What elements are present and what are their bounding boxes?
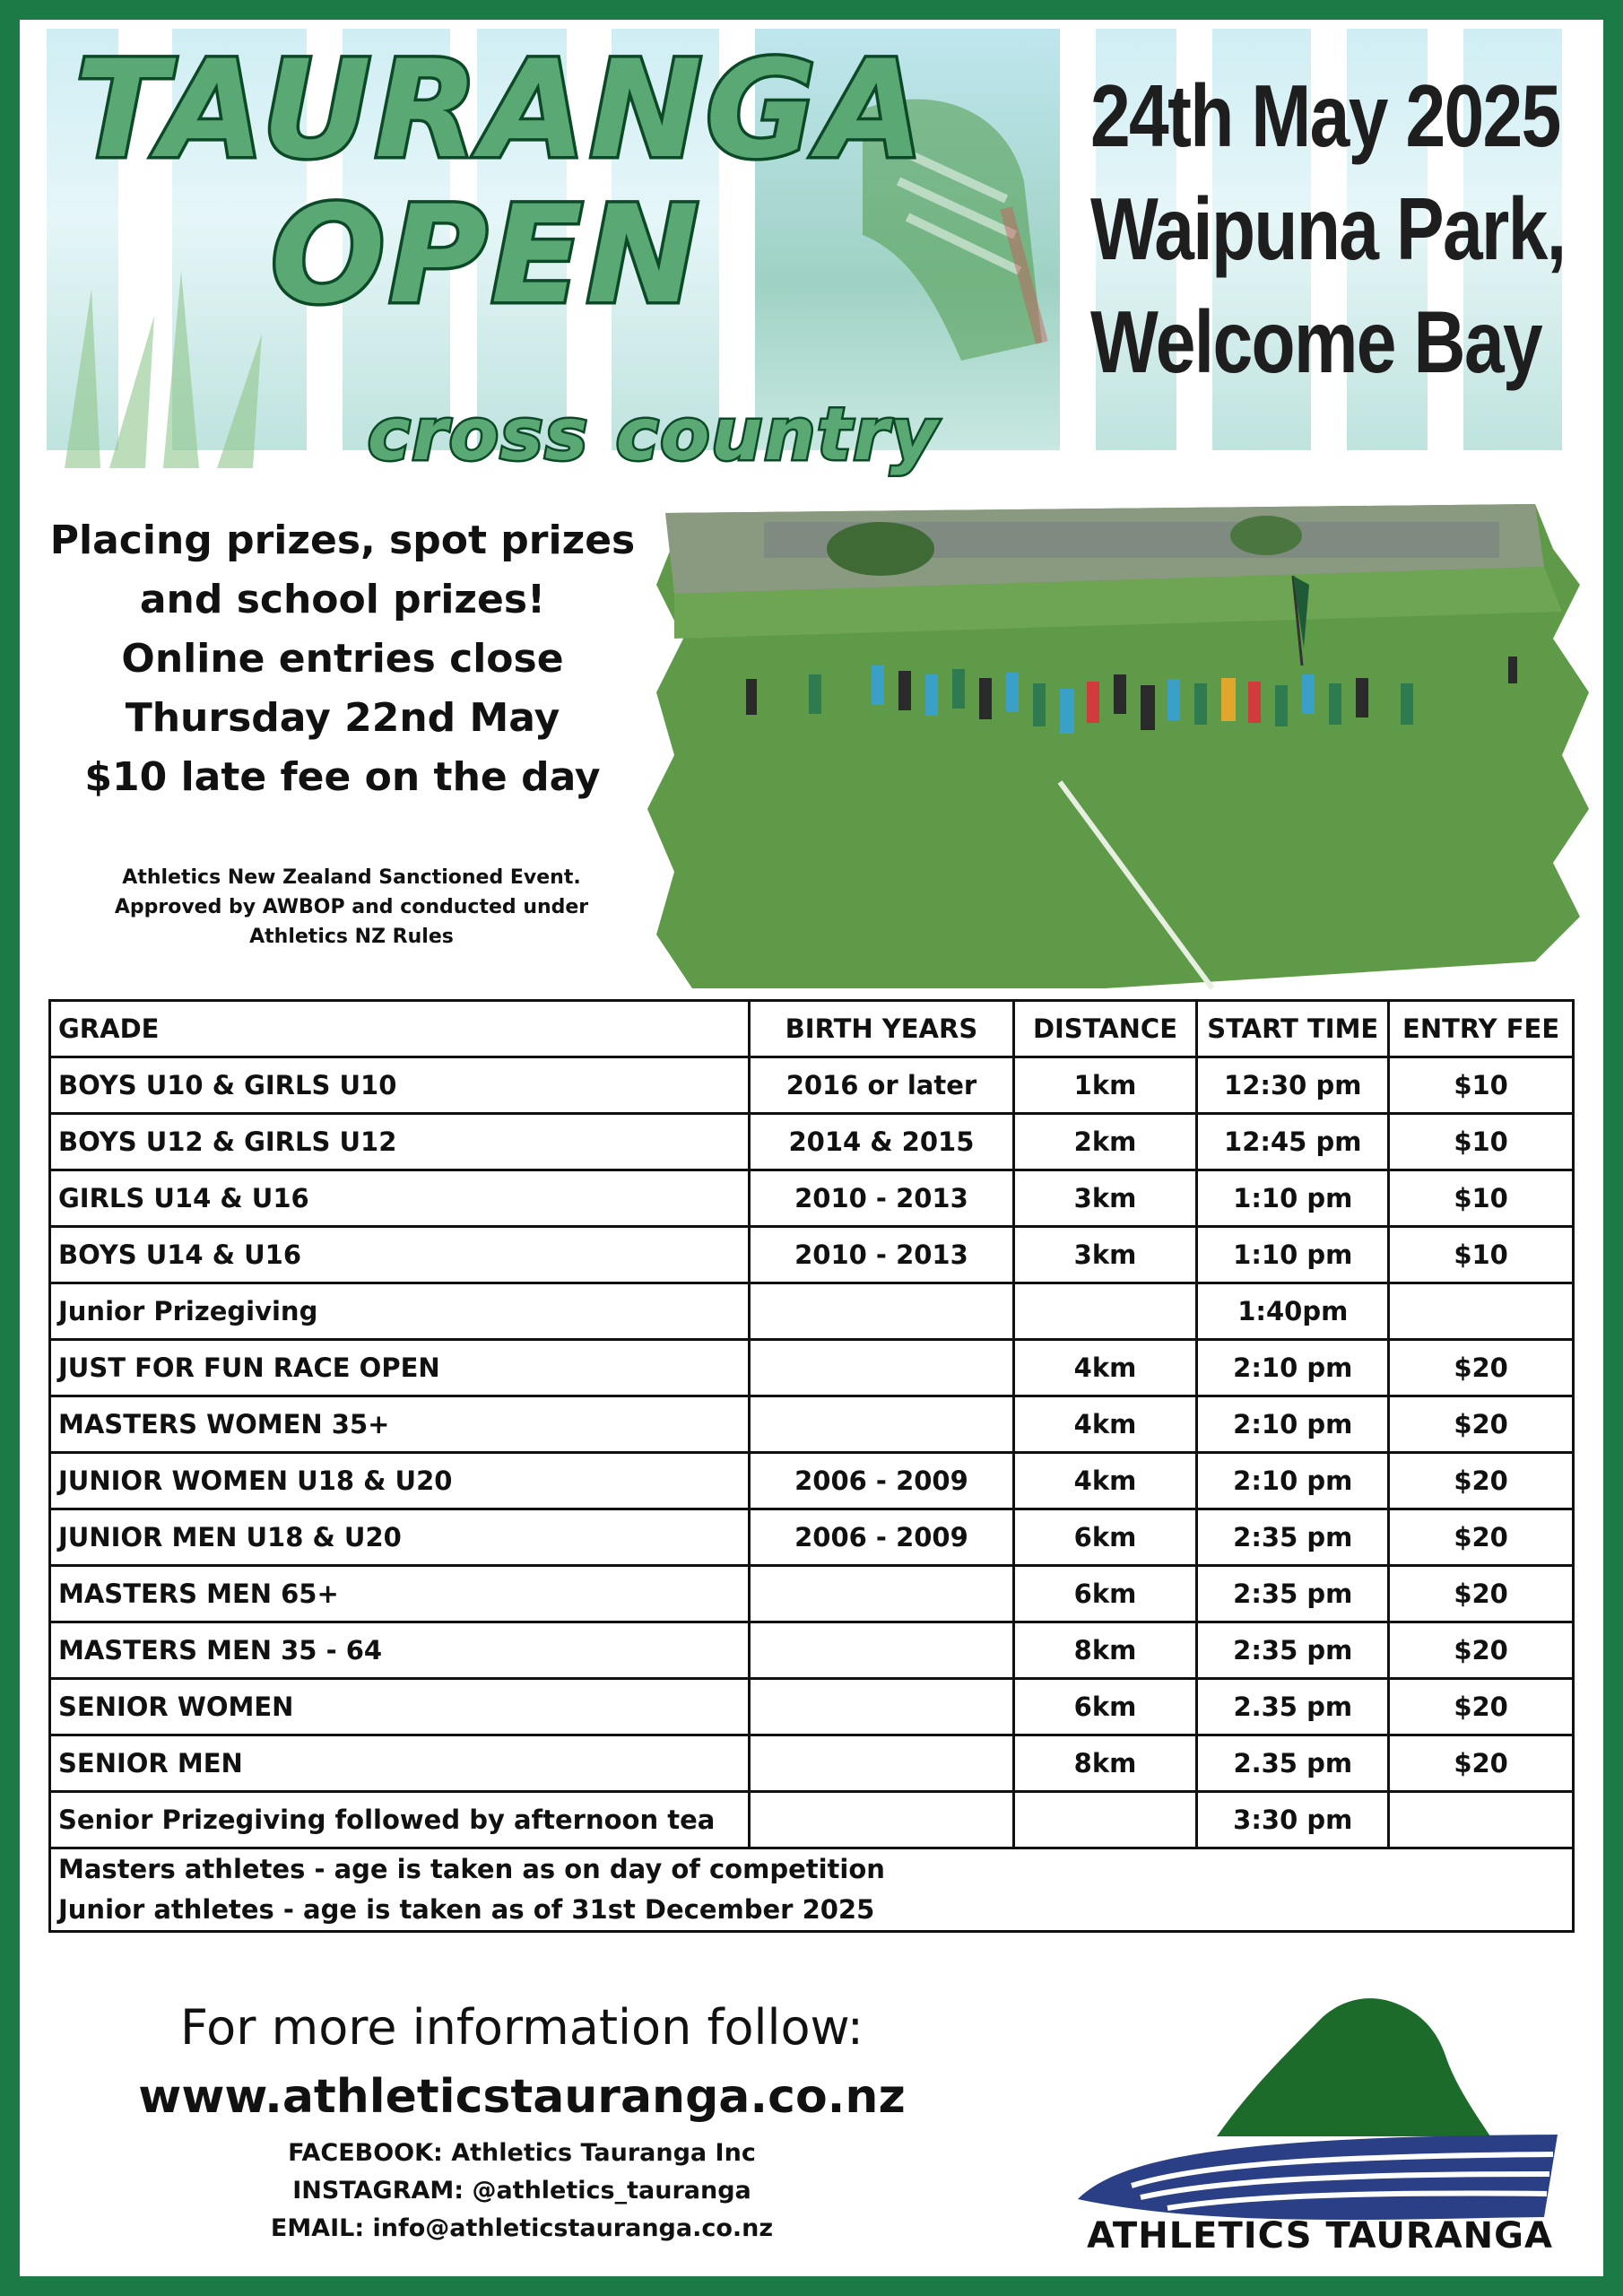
cell-entry-fee: $20 [1389, 1340, 1574, 1396]
sanction-line: Athletics New Zealand Sanctioned Event. [122, 866, 581, 889]
race-schedule-table [48, 999, 1575, 1933]
cell-entry-fee: $20 [1389, 1509, 1574, 1566]
cell-start-time: 2:10 pm [1197, 1453, 1389, 1509]
cell-birth-years [750, 1792, 1013, 1848]
cell-birth-years [750, 1340, 1013, 1396]
info-line: and school prizes! [139, 577, 546, 622]
header-entry-fee: ENTRY FEE [1389, 1001, 1574, 1057]
cell-entry-fee [1389, 1283, 1574, 1340]
cell-start-time: 2:10 pm [1197, 1340, 1389, 1396]
cell-birth-years [750, 1622, 1013, 1679]
header-banner [20, 20, 1603, 486]
cell-birth-years: 2014 & 2015 [750, 1114, 1013, 1170]
cell-birth-years [750, 1679, 1013, 1735]
facebook-info: FACEBOOK: Athletics Tauranga Inc [288, 2139, 756, 2167]
table-row [50, 1792, 1574, 1848]
table-header-row [50, 1001, 1574, 1057]
cell-start-time: 3:30 pm [1197, 1792, 1389, 1848]
cell-grade: JUST FOR FUN RACE OPEN [50, 1340, 750, 1396]
cell-distance [1013, 1283, 1197, 1340]
cell-entry-fee: $20 [1389, 1622, 1574, 1679]
cell-grade: SENIOR WOMEN [50, 1679, 750, 1735]
cell-entry-fee: $10 [1389, 1170, 1574, 1227]
note-masters: Masters athletes - age is taken as on day of competition [58, 1854, 885, 1884]
cell-distance: 4km [1013, 1396, 1197, 1453]
cell-distance [1013, 1792, 1197, 1848]
cell-birth-years [750, 1735, 1013, 1792]
cell-start-time: 2.35 pm [1197, 1679, 1389, 1735]
cell-distance: 8km [1013, 1622, 1197, 1679]
cell-start-time: 12:30 pm [1197, 1057, 1389, 1114]
cell-birth-years: 2016 or later [750, 1057, 1013, 1114]
cell-birth-years: 2006 - 2009 [750, 1509, 1013, 1566]
header-distance: DISTANCE [1013, 1001, 1197, 1057]
cell-grade: Junior Prizegiving [50, 1283, 750, 1340]
table-row [50, 1057, 1574, 1114]
cell-start-time: 1:10 pm [1197, 1227, 1389, 1283]
logo-text: ATHLETICS TAURANGA [1087, 2215, 1553, 2257]
cell-distance: 6km [1013, 1679, 1197, 1735]
cell-birth-years [750, 1283, 1013, 1340]
cell-distance: 3km [1013, 1170, 1197, 1227]
cell-start-time: 12:45 pm [1197, 1114, 1389, 1170]
table-row [50, 1283, 1574, 1340]
cell-distance: 6km [1013, 1566, 1197, 1622]
header-birth-years: BIRTH YEARS [750, 1001, 1013, 1057]
table-row [50, 1622, 1574, 1679]
cell-start-time: 2:35 pm [1197, 1509, 1389, 1566]
info-line: $10 late fee on the day [84, 754, 601, 800]
header-start-time: START TIME [1197, 1001, 1389, 1057]
cell-grade: MASTERS MEN 65+ [50, 1566, 750, 1622]
cell-start-time: 1:10 pm [1197, 1170, 1389, 1227]
cell-entry-fee: $10 [1389, 1227, 1574, 1283]
cell-grade: BOYS U10 & GIRLS U10 [50, 1057, 750, 1114]
cell-start-time: 2:10 pm [1197, 1396, 1389, 1453]
cell-start-time: 2.35 pm [1197, 1735, 1389, 1792]
info-line: Placing prizes, spot prizes [49, 517, 636, 563]
note-juniors: Junior athletes - age is taken as of 31st December 2025 [58, 1894, 875, 1925]
table-row [50, 1509, 1574, 1566]
table-row [50, 1227, 1574, 1283]
sanction-line: Approved by AWBOP and conducted under [114, 896, 589, 918]
cell-distance: 8km [1013, 1735, 1197, 1792]
follow-heading: For more information follow: [180, 1999, 864, 2056]
table-row [50, 1396, 1574, 1453]
cell-grade: BOYS U14 & U16 [50, 1227, 750, 1283]
table-row [50, 1170, 1574, 1227]
header-grade: GRADE [50, 1001, 750, 1057]
table-row [50, 1453, 1574, 1509]
cell-birth-years: 2006 - 2009 [750, 1453, 1013, 1509]
contact-footer [74, 1996, 970, 2248]
table-notes-row [50, 1848, 1574, 1932]
cell-birth-years: 2010 - 2013 [750, 1170, 1013, 1227]
event-title-line1: TAURANGA [75, 32, 928, 188]
cell-entry-fee: $10 [1389, 1114, 1574, 1170]
cell-distance: 3km [1013, 1227, 1197, 1283]
cell-grade: MASTERS MEN 35 - 64 [50, 1622, 750, 1679]
cell-grade: SENIOR MEN [50, 1735, 750, 1792]
website-link[interactable]: www.athleticstauranga.co.nz [138, 2070, 906, 2124]
cell-distance: 1km [1013, 1057, 1197, 1114]
table-row [50, 1679, 1574, 1735]
cell-distance: 4km [1013, 1340, 1197, 1396]
cell-grade: JUNIOR WOMEN U18 & U20 [50, 1453, 750, 1509]
cell-entry-fee: $10 [1389, 1057, 1574, 1114]
cell-grade: GIRLS U14 & U16 [50, 1170, 750, 1227]
venue-line1: Waipuna Park, [1090, 179, 1566, 278]
cell-entry-fee: $20 [1389, 1453, 1574, 1509]
cell-start-time: 1:40pm [1197, 1283, 1389, 1340]
table-row [50, 1114, 1574, 1170]
cell-birth-years [750, 1396, 1013, 1453]
cell-distance: 2km [1013, 1114, 1197, 1170]
date-venue-block [1042, 59, 1580, 398]
event-subtitle: cross country [368, 393, 940, 476]
venue-line2: Welcome Bay [1090, 292, 1542, 391]
cell-distance: 4km [1013, 1453, 1197, 1509]
instagram-info: INSTAGRAM: @athletics_tauranga [292, 2177, 751, 2205]
cell-entry-fee: $20 [1389, 1735, 1574, 1792]
poster [20, 20, 1603, 2276]
event-title-line2: OPEN [271, 178, 703, 334]
prize-info [38, 511, 647, 807]
table-row [50, 1566, 1574, 1622]
age-notes [50, 1848, 1574, 1932]
cell-entry-fee [1389, 1792, 1574, 1848]
cell-grade: BOYS U12 & GIRLS U12 [50, 1114, 750, 1170]
race-photo [638, 486, 1598, 1006]
cell-distance: 6km [1013, 1509, 1197, 1566]
cell-entry-fee: $20 [1389, 1679, 1574, 1735]
info-line: Online entries close [121, 636, 564, 682]
cell-start-time: 2:35 pm [1197, 1566, 1389, 1622]
cell-birth-years: 2010 - 2013 [750, 1227, 1013, 1283]
event-date: 24th May 2025 [1090, 66, 1560, 165]
cell-birth-years [750, 1566, 1013, 1622]
sanction-line: Athletics NZ Rules [249, 926, 454, 948]
cell-entry-fee: $20 [1389, 1566, 1574, 1622]
sanction-notice [109, 863, 594, 952]
table-row [50, 1340, 1574, 1396]
cell-entry-fee: $20 [1389, 1396, 1574, 1453]
cell-grade: MASTERS WOMEN 35+ [50, 1396, 750, 1453]
info-line: Thursday 22nd May [125, 695, 560, 741]
email-info: EMAIL: info@athleticstauranga.co.nz [270, 2214, 774, 2242]
cell-grade: Senior Prizegiving followed by afternoon tea [50, 1792, 750, 1848]
table-row [50, 1735, 1574, 1792]
cell-grade: JUNIOR MEN U18 & U20 [50, 1509, 750, 1566]
cell-start-time: 2:35 pm [1197, 1622, 1389, 1679]
